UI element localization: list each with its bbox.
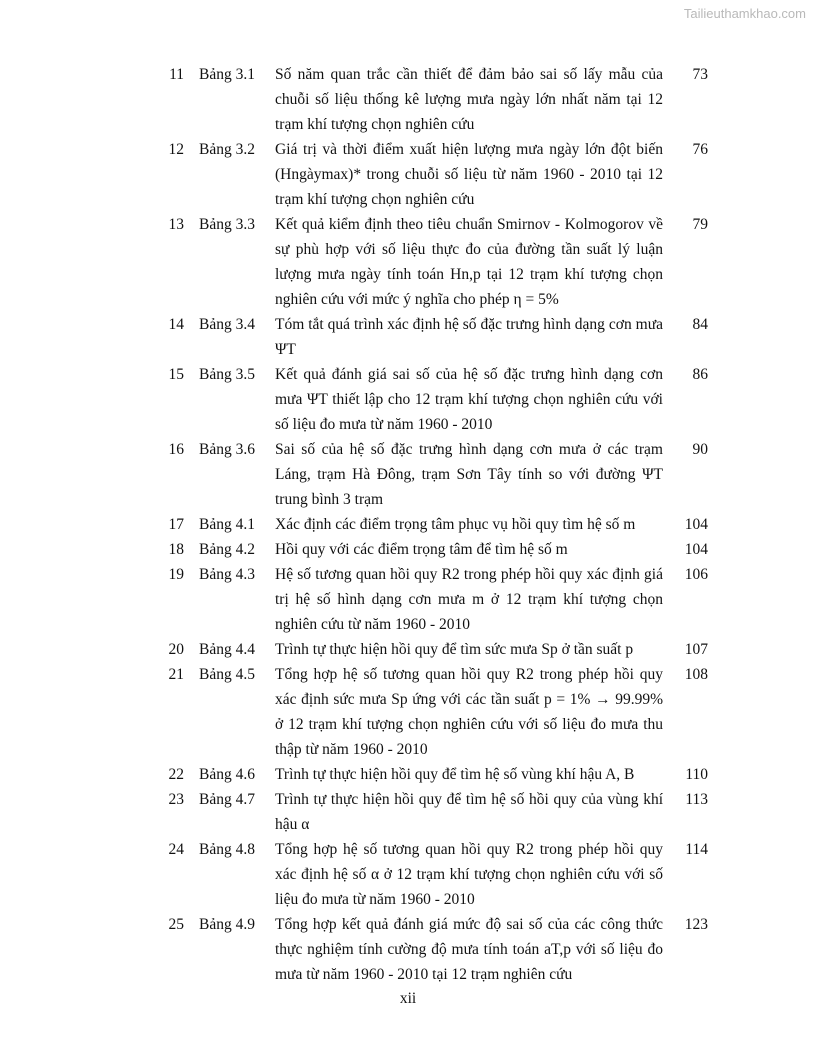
page-number: xii <box>399 990 417 1007</box>
entry-title: Kết quả kiểm định theo tiêu chuẩn Smirnov - Kolmogorov về sự phù hợp với số liệu thực đo của đường tần suất lý luận lượng mưa ngày tính toán Hn,p tại 12 trạm khí tượng chọn nghiên cứu với mức ý nghĩa cho phép η = 5% <box>275 216 663 308</box>
entry-page: 114 <box>685 841 708 858</box>
entry-title: Xác định các điểm trọng tâm phục vụ hồi quy tìm hệ số m <box>275 516 636 533</box>
entry-number: 17 <box>168 516 184 533</box>
entry-page: 106 <box>684 566 708 583</box>
entry-table-label: Bảng 4.1 <box>199 516 255 533</box>
entry-title: Hệ số tương quan hồi quy R2 trong phép hồi quy xác định giá trị hệ số hình dạng cơn mưa m ở 12 trạm khí tượng chọn nghiên cứu từ năm 1960 - 2010 <box>275 566 663 633</box>
entry-page: 79 <box>692 216 708 233</box>
entry-number: 15 <box>168 366 184 383</box>
entry-table-label: Bảng 4.7 <box>199 791 255 808</box>
entry-page: 104 <box>684 541 708 558</box>
toc-row <box>0 537 816 562</box>
entry-table-label: Bảng 3.3 <box>199 216 255 233</box>
entry-title: Trình tự thực hiện hồi quy để tìm hệ số vùng khí hậu A, B <box>275 766 635 783</box>
entry-table-label: Bảng 3.4 <box>199 316 255 333</box>
entry-table-label: Bảng 4.5 <box>199 666 255 683</box>
entry-number: 23 <box>168 791 184 808</box>
entry-number: 24 <box>168 841 184 858</box>
entry-title: Tổng hợp hệ số tương quan hồi quy R2 trong phép hồi quy xác định hệ số α ở 12 trạm khí tượng chọn nghiên cứu với số liệu đo mưa từ năm 1960 - 2010 <box>275 841 663 908</box>
toc-row <box>0 637 816 662</box>
toc-row <box>0 562 816 637</box>
toc-row <box>0 512 816 537</box>
entry-table-label: Bảng 3.2 <box>199 141 255 158</box>
entry-title: Tổng hợp kết quả đánh giá mức độ sai số của các công thức thực nghiệm tính cường độ mưa tính toán aT,p với số liệu đo mưa từ năm 1960 - 2010 tại 12 trạm nghiên cứu <box>275 916 663 983</box>
toc-row <box>0 312 816 362</box>
entry-title: Tóm tắt quá trình xác định hệ số đặc trưng hình dạng cơn mưa ΨT <box>275 316 663 358</box>
entry-page: 104 <box>684 516 708 533</box>
entry-number: 14 <box>168 316 184 333</box>
entry-table-label: Bảng 4.6 <box>199 766 255 783</box>
entry-table-label: Bảng 3.5 <box>199 366 255 383</box>
entry-title: Hồi quy với các điểm trọng tâm để tìm hệ số m <box>275 541 568 558</box>
entry-title: Trình tự thực hiện hồi quy để tìm hệ số hồi quy của vùng khí hậu α <box>275 791 663 833</box>
entry-number: 19 <box>168 566 184 583</box>
toc-row <box>0 662 816 762</box>
entry-page: 76 <box>692 141 708 158</box>
entry-page: 123 <box>684 916 708 933</box>
entry-page: 90 <box>692 441 708 458</box>
table-of-tables <box>0 62 816 987</box>
entry-number: 22 <box>168 766 184 783</box>
entry-number: 13 <box>168 216 184 233</box>
entry-title: Kết quả đánh giá sai số của hệ số đặc trưng hình dạng cơn mưa ΨT thiết lập cho 12 trạm khí tượng chọn nghiên cứu với số liệu đo mưa từ năm 1960 - 2010 <box>275 366 663 433</box>
toc-row <box>0 912 816 987</box>
entry-title: Tổng hợp hệ số tương quan hồi quy R2 trong phép hồi quy xác định sức mưa Sp ứng với các tần suất p = 1% → 99.99% ở 12 trạm khí tượng chọn nghiên cứu với số liệu đo mưa thu thập từ năm 1960 - 2010 <box>275 666 663 758</box>
entry-table-label: Bảng 4.8 <box>199 841 255 858</box>
entry-table-label: Bảng 4.2 <box>199 541 255 558</box>
entry-page: 73 <box>692 66 708 83</box>
entry-page: 110 <box>685 766 708 783</box>
toc-row <box>0 437 816 512</box>
entry-page: 84 <box>692 316 708 333</box>
toc-row <box>0 787 816 837</box>
watermark: Tailieuthamkhao.com <box>683 6 806 21</box>
entry-table-label: Bảng 3.1 <box>199 66 255 83</box>
entry-title: Giá trị và thời điểm xuất hiện lượng mưa ngày lớn đột biến (Hngàymax)* trong chuỗi số liệu từ năm 1960 - 2010 tại 12 trạm khí tượng chọn nghiên cứu <box>275 141 663 208</box>
toc-row <box>0 62 816 137</box>
toc-row <box>0 212 816 312</box>
entry-table-label: Bảng 4.9 <box>199 916 255 933</box>
entry-page: 86 <box>692 366 708 383</box>
entry-table-label: Bảng 4.4 <box>199 641 255 658</box>
entry-page: 108 <box>684 666 708 683</box>
entry-title: Sai số của hệ số đặc trưng hình dạng cơn mưa ở các trạm Láng, trạm Hà Đông, trạm Sơn Tây tính so với đường ΨT trung bình 3 trạm <box>275 441 663 508</box>
entry-number: 11 <box>169 66 184 83</box>
entry-title: Trình tự thực hiện hồi quy để tìm sức mưa Sp ở tần suất p <box>275 641 634 658</box>
toc-row <box>0 762 816 787</box>
entry-title: Số năm quan trắc cần thiết để đảm bảo sai số lấy mẫu của chuỗi số liệu thống kê lượng mưa ngày lớn nhất năm tại 12 trạm khí tượng chọn nghiên cứu <box>275 66 663 133</box>
entry-number: 16 <box>168 441 184 458</box>
entry-number: 20 <box>168 641 184 658</box>
entry-number: 25 <box>168 916 184 933</box>
entry-number: 12 <box>168 141 184 158</box>
toc-row <box>0 362 816 437</box>
entry-number: 21 <box>168 666 184 683</box>
entry-page: 107 <box>684 641 708 658</box>
entry-page: 113 <box>685 791 708 808</box>
entry-table-label: Bảng 4.3 <box>199 566 255 583</box>
entry-table-label: Bảng 3.6 <box>199 441 255 458</box>
toc-row <box>0 837 816 912</box>
entry-number: 18 <box>168 541 184 558</box>
toc-row <box>0 137 816 212</box>
